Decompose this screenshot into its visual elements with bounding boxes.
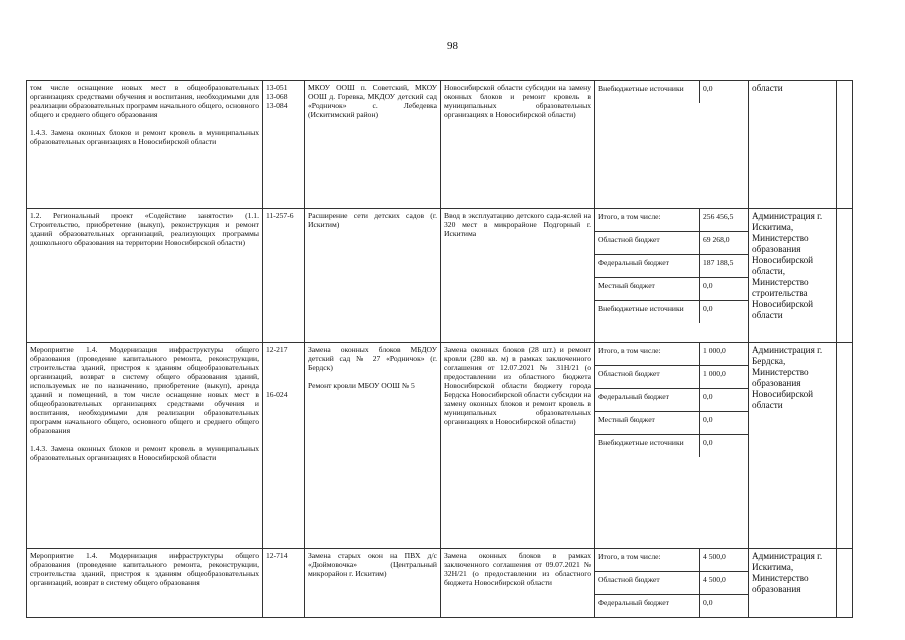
object-code-cell [263,549,305,618]
object-name-text: Замена оконных блоков МБДОУ детский сад № 27 «Родничок» (г. Бердск) [308,345,437,372]
table-row [27,81,853,209]
object-name-cell [305,549,441,618]
executor-cell: области [749,81,837,209]
activity-description-text: том числе оснащение новых мест в общеобразовательных организациях средствами обучения и воспитания, необходимыми для реализации образовательных программ начального общего, основного общего и среднего общего образования [30,83,259,119]
funding-source-name: Итого, в том числе: [595,343,700,365]
funding-sources-stack [595,81,748,103]
empty-cell [837,343,853,549]
funding-amount: 0,0 [703,415,713,424]
object-code: 13-084 [266,101,288,110]
funding-source-name: Областной бюджет [595,232,700,254]
object-code: 13-051 [266,83,288,92]
empty-cell [837,81,853,209]
expected-result-text: Замена оконных блоков в рамках заключенного соглашения от 09.07.2021 № 32Н/21 (о предоставлении из областного бюджета Новосибирской области [444,551,591,587]
funding-source-row [595,389,748,412]
funding-source-name: Местный бюджет [595,278,700,300]
funding-source-row [595,595,748,617]
funding-source-row [595,278,748,301]
executor-cell: Администрация г. Искитима, Министерство образования [749,549,837,618]
object-code: 16-024 [266,390,288,399]
object-code-cell [263,81,305,209]
funding-source-row [595,366,748,389]
object-code [266,372,301,381]
object-code: 13-068 [266,92,288,101]
funding-source-name: Областной бюджет [595,366,700,388]
activity-description-text: Мероприятие 1.4. Модернизация инфраструктуры общего образования (проведение капитального ремонта, реконструкции, строительства зданий, пристроя к зданиям общеобразовательных организаций, возврат в систему общего образования [30,551,259,587]
activity-description-text: 1.4.3. Замена оконных блоков и ремонт кровель в муниципальных образовательных организациях в Новосибирской области [30,444,259,462]
expected-result-text: Замена оконных блоков (28 шт.) и ремонт кровли (280 кв. м) в рамках заключенного соглашения от 12.07.2021 № 31Н/21 (о предоставлении из областного бюджета Новосибирской области бюджету города Бердска Новосибирской области субсидии на замену оконных блоков и ремонт кровель в муниципальных образовательных организациях в Новосибирской области) [444,345,591,426]
executor-cell: Администрация г. Бердска, Министерство образования Новосибирской области [749,343,837,549]
funding-source-row [595,412,748,435]
funding-sources-stack [595,549,748,617]
table-row [27,343,853,549]
object-code [266,381,301,390]
funding-source-name: Федеральный бюджет [595,389,700,411]
object-name-cell [305,209,441,343]
object-name-text: Расширение сети детских садов (г. Искитим) [308,211,437,229]
funding-source-name: Внебюджетные источники [595,301,700,323]
expected-result-text: Ввод в эксплуатацию детского сада-яслей на 320 мест в микрорайоне Подгорный г. Искитима [444,211,591,238]
funding-amount: 0,0 [703,281,713,290]
object-name-text: МКОУ ООШ п. Советский, МКОУ ООШ д. Горевка, МКДОУ детский сад «Родничок» с. Лебедевка (Искитимский район) [308,83,437,119]
activity-description-cell [27,343,263,549]
funding-sources-stack [595,343,748,457]
activity-description-cell [27,549,263,618]
executor-cell: Администрация г. Искитима, Министерство образования Новосибирской области, Министерство строительства Новосибирской области [749,209,837,343]
funding-source-row [595,572,748,595]
funding-source-name: Федеральный бюджет [595,255,700,277]
object-name-text: Ремонт кровли МБОУ ООШ № 5 [308,381,415,390]
funding-sources-cell [595,209,749,343]
empty-cell [837,209,853,343]
funding-amount: 1 000,0 [703,369,726,378]
funding-amount: 0,0 [703,438,713,447]
funding-source-row [595,209,748,232]
funding-source-name: Внебюджетные источники [595,435,700,457]
expected-result-cell [441,81,595,209]
funding-sources-stack [595,209,748,323]
activity-description-text: 1.2. Региональный проект «Содействие занятости» (1.1. Строительство, приобретение (выкуп), реконструкция и ремонт зданий образовательных организаций, реализующих программы дошкольного образования на территории Новосибирской области) [30,211,259,247]
funding-amount: 187 188,5 [703,258,734,267]
object-code-cell [263,209,305,343]
page-number: 98 [447,40,458,52]
funding-source-name: Местный бюджет [595,412,700,434]
activity-description-text [30,435,259,444]
object-code-cell [263,343,305,549]
program-activities-table [26,80,853,618]
expected-result-cell [441,209,595,343]
empty-cell [837,549,853,618]
funding-source-name: Внебюджетные источники [595,81,700,103]
object-code [266,363,301,372]
table-row [27,549,853,618]
object-name-cell [305,81,441,209]
funding-amount: 256 456,5 [703,212,734,221]
funding-amount: 0,0 [703,304,713,313]
expected-result-text: Новосибирской области субсидии на замену оконных блоков и ремонт кровель в муниципальных образовательных организациях в Новосибирской области) [444,83,591,119]
funding-source-row [595,301,748,323]
table-body [27,81,853,618]
object-code: 12-714 [266,551,288,560]
funding-amount: 1 000,0 [703,346,726,355]
object-code: 11-257-6 [266,211,294,220]
activity-description-text [30,119,259,128]
funding-source-name: Областной бюджет [595,572,700,594]
funding-source-row [595,343,748,366]
activity-description-text: Мероприятие 1.4. Модернизация инфраструктуры общего образования (проведение капитального ремонта, реконструкции, строительства зданий, пристроя к зданиям общеобразовательных организаций, возврат в систему общего образования зданий, используемых не по назначению, приобретение (выкуп), аренда зданий и помещений, в том числе оснащение новых мест в общеобразовательных организациях средствами обучения и воспитания, необходимыми для реализации образовательных программ начального общего, основного общего и среднего общего образования [30,345,259,435]
object-name-cell [305,343,441,549]
funding-source-row [595,255,748,278]
object-code [266,354,301,363]
funding-amount: 0,0 [703,84,713,93]
expected-result-cell [441,343,595,549]
funding-amount: 4 500,0 [703,552,726,561]
funding-source-row [595,232,748,255]
expected-result-cell [441,549,595,618]
funding-sources-cell [595,81,749,209]
activity-description-cell [27,209,263,343]
funding-amount: 69 268,0 [703,235,730,244]
funding-source-row [595,435,748,457]
funding-sources-cell [595,343,749,549]
object-code: 12-217 [266,345,288,354]
funding-source-name: Итого, в том числе: [595,549,700,571]
object-name-text: Замена старых окон на ПВХ д/с «Дюймовочка» (Центральный микрорайон г. Искитим) [308,551,437,578]
funding-source-name: Федеральный бюджет [595,595,700,617]
funding-amount: 0,0 [703,392,713,401]
funding-amount: 4 500,0 [703,575,726,584]
table-row [27,209,853,343]
activity-description-text: 1.4.3. Замена оконных блоков и ремонт кровель в муниципальных образовательных организациях в Новосибирской области [30,128,259,146]
funding-sources-cell [595,549,749,618]
activity-description-cell [27,81,263,209]
funding-source-name: Итого, в том числе: [595,209,700,231]
funding-amount: 0,0 [703,598,713,607]
funding-source-row [595,549,748,572]
funding-source-row [595,81,748,103]
object-name-text [308,372,437,381]
